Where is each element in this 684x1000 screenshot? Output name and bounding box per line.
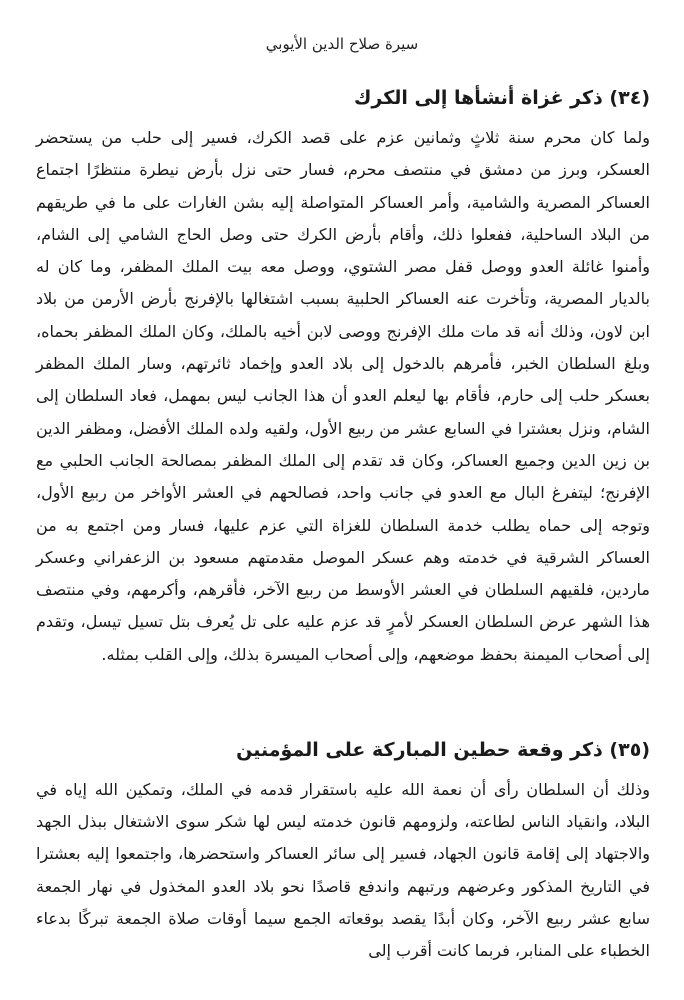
running-header: سيرة صلاح الدين الأيوبي [265,35,419,53]
section-title: (٣٥) ذكر وقعة حطين المباركة على المؤمنين [236,739,650,761]
section-35 [36,736,650,967]
section-34 [36,84,650,671]
section-body: ولما كان محرم سنة ثلاثٍ وثمانين عزم على قصد الكرك، فسير إلى حلب من يستحضر العسكر، وبرز من دمشق في منتصف محرم، فسار حتى نزل بأرض نيطرة منتظرًا اجتماع العساكر المصرية والشامية، وأمر العساكر المتواصلة إليه بشن الغارات على ما في طريقهم من البلاد الساحلية، ففعلوا ذلك، وأقام بأرض الكرك حتى وصل الحاج الشامي إلى الشام، وأمنوا غائلة العدو ووصل قفل مصر الشتوي، ووصل معه بيت الملك المظفر، وما كان له بالديار المصرية، وتأخرت عنه العساكر الحلبية بسبب اشتغالها بالإفرنج بأرض الأرمن من بلاد ابن لاون، وذلك أنه قد مات ملك الإفرنج ووصى لابن أخيه بالملك، وكان الملك المظفر بحماه، وبلغ السلطان الخبر، فأمرهم بالدخول إلى بلاد العدو وإخماد ثائرتهم، وسار الملك المظفر بعسكر حلب إلى حارم، فأقام بها ليعلم العدو أن هذا الجانب ليس بمهمل، فعاد السلطان إلى الشام، ونزل بعشترا في السابع عشر من ربيع الأول، ولقيه ولده الملك الأفضل، ومظفر الدين بن زين الدين وجميع العساكر، وكان قد تقدم إلى الملك المظفر بمصالحة الجانب الحلبي مع الإفرنج؛ ليتفرغ البال مع العدو في جانب واحد، فصالحهم في العشر الأواخر من ربيع الأول، وتوجه إلى حماه يطلب خدمة السلطان للغزاة التي عزم عليها، فسار ومن اجتمع به من العساكر الشرقية في خدمته وهم عسكر الموصل مقدمتهم مسعود بن الزعفراني وعسكر ماردين، فلقيهم السلطان في العشر الأوسط من ربيع الآخر، فأقرهم، وأكرمهم، وفي منتصف هذا الشهر عرض السلطان العسكر لأمرٍ قد عزم عليه على تل يُعرف بتل تسيل تيسل، وتقدم إلى أصحاب الميمنة بحفظ موضعهم، وإلى أصحاب الميسرة بذلك، وإلى القلب بمثله. [36,128,650,664]
section-title: (٣٤) ذكر غزاة أنشأها إلى الكرك [353,87,650,109]
section-body: وذلك أن السلطان رأى أن نعمة الله عليه باستقرار قدمه في الملك، وتمكين الله إياه في البلاد، وانقياد الناس لطاعته، ولزومهم قانون خدمته ليس لها شكر سوى الاشتغال ببذل الجهد والاجتهاد إلى إقامة قانون الجهاد، فسير إلى سائر العساكر واستحضرها، واجتمعوا إليه بعشترا في التاريخ المذكور وعرضهم ورتبهم واندفع قاصدًا نحو بلاد العدو المخذول في نهار الجمعة سابع عشر ربيع الآخر، وكان أبدًا يقصد بوقعاته الجمع سيما أوقات صلاة الجمعة تبركًا بدعاء الخطباء على المنابر، فربما كانت أقرب إلى [36,780,650,961]
